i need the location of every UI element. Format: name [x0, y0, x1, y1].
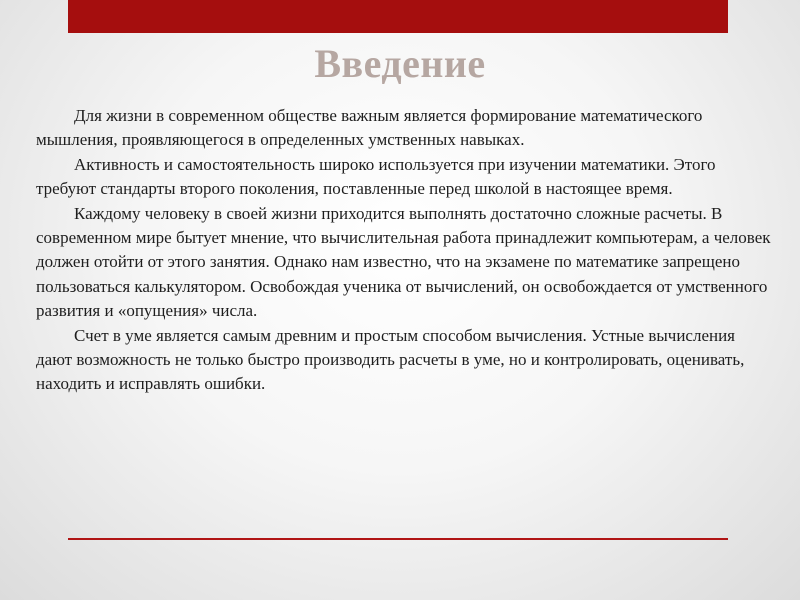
slide-title: Введение	[314, 41, 486, 86]
paragraph-3: Каждому человеку в своей жизни приходится выполнять достаточно сложные расчеты. В современном мире бытует мнение, что вычислительная работа принадлежит компьютерам, а человек должен отойти от этого занятия. Однако нам известно, что на экзамене по математике запрещено пользоваться калькулятором. Освобождая ученика от вычислений, он освобождается от умственного развития и «опущения» числа.	[36, 203, 771, 321]
paragraph-1: Для жизни в современном обществе важным является формирование математического мышления, проявляющегося в определенных умственных навыках.	[36, 106, 703, 150]
slide-body	[36, 104, 772, 397]
bottom-divider	[68, 538, 728, 540]
top-accent-bar	[68, 0, 728, 33]
paragraph-4: Счет в уме является самым древним и простым способом вычисления. Устные вычисления дают возможность не только быстро производить расчеты в уме, но и контролировать, оценивать, находить и исправлять ошибки.	[36, 325, 745, 394]
paragraph-2: Активность и самостоятельность широко используется при изучении математики. Этого требуют стандарты второго поколения, поставленные перед школой в настоящее время.	[36, 154, 716, 199]
